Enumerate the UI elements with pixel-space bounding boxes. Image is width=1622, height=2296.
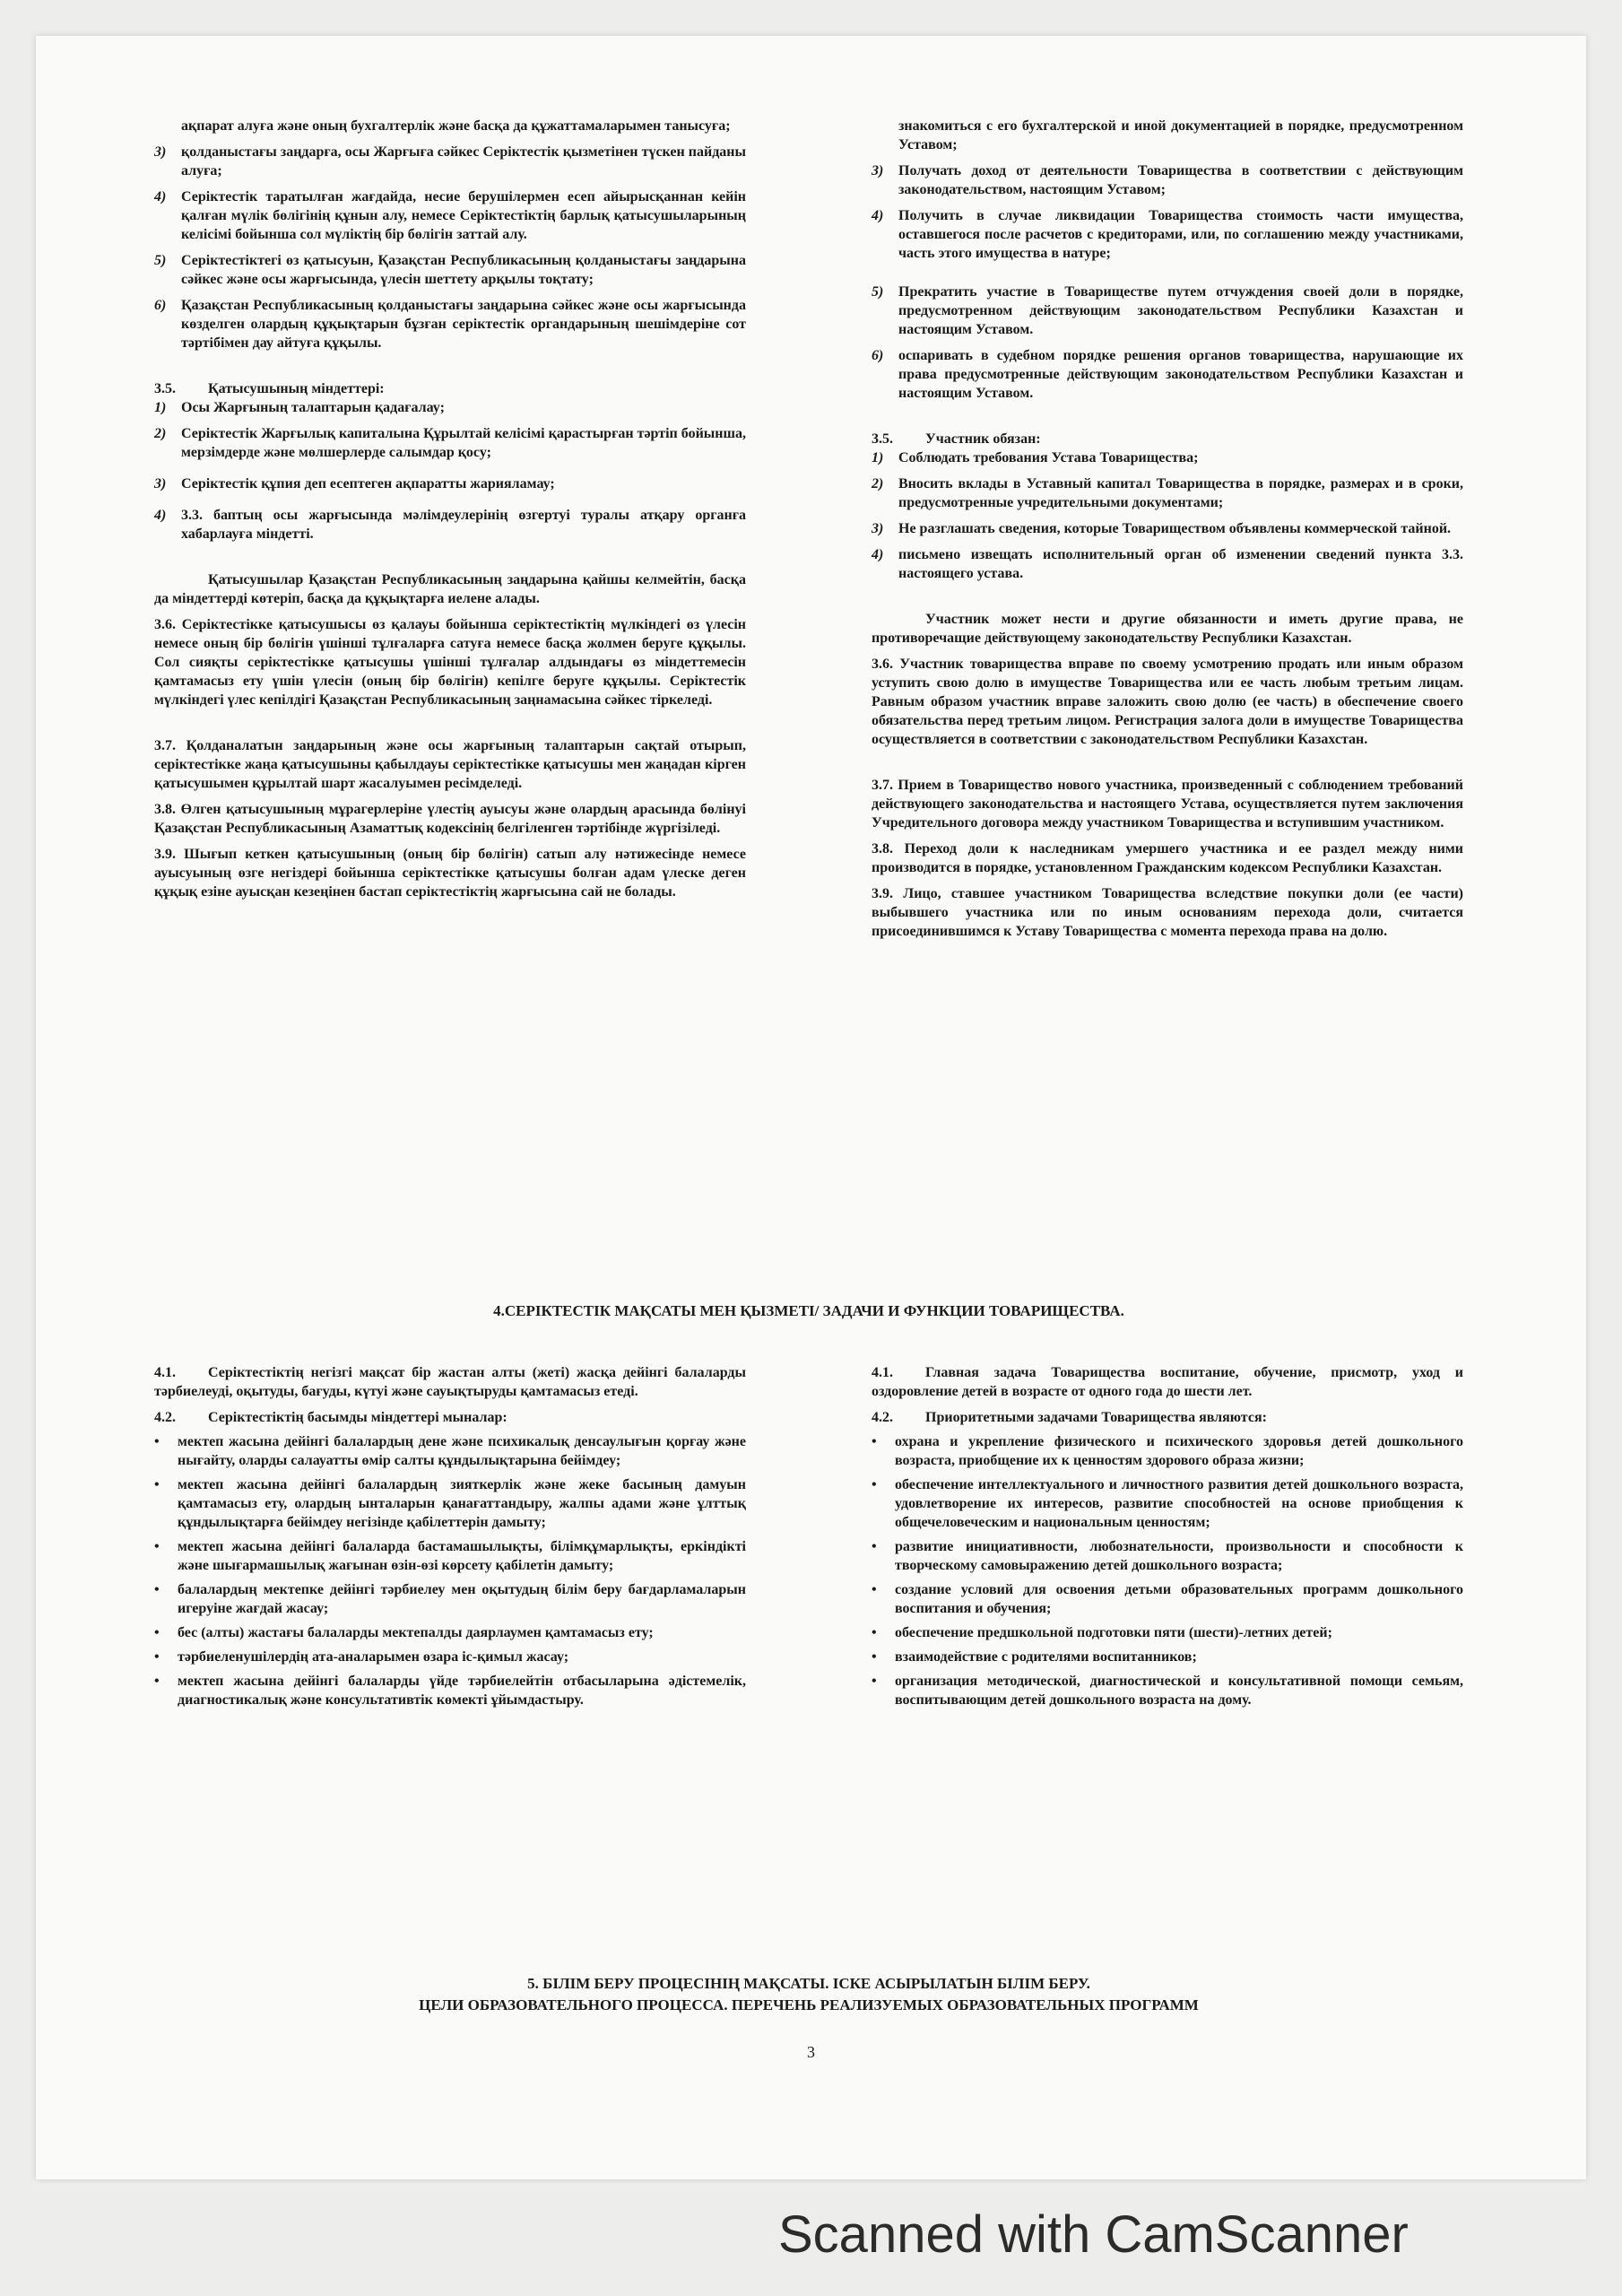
list-item: 2) Серіктестік Жарғылық капиталына Құрылтай келісімі қарастырған тәртіп бойынша, мерзімдерде және мөлшерлерде салымдар қосу; bbox=[154, 426, 746, 460]
bottom-columns bbox=[154, 1363, 1463, 1715]
list-item: • мектеп жасына дейінгі балаларда бастамашылықты, білімқұмарлықты, еркіндікті және шығармашылық жағынан өзін-өзі көрсету қабілетін дамыту; bbox=[154, 1539, 746, 1573]
list-item: • мектеп жасына дейінгі балалардың зияткерлік және жеке басының дамуын қамтамасыз ету, олардың ынталарын қанағаттандыру, жалпы адами және ұлттық құндылықтарға бейімдеу негізінде қабілеттерін дамыту; bbox=[154, 1477, 746, 1530]
list-item: 3) Серіктестік құпия деп есептеген ақпаратты жарияламау; bbox=[154, 476, 555, 491]
list-item: • обеспечение интеллектуального и личностного развития детей дошкольного возраста, удовлетворение их интересов, развитие способностей на основе приобщения к общечеловеческим и национальным ценностям; bbox=[872, 1477, 1463, 1530]
list-item: 2) Вносить вклады в Уставный капитал Товарищества в порядке, размерах и в сроки, предусмотренные учредительными документами; bbox=[872, 476, 1463, 510]
section-3-5-heading: 3.5. Қатысушының міндеттері: bbox=[154, 381, 385, 396]
rights-paragraph: Қатысушылар Қазақстан Республикасының заңдарына қайшы келмейтін, басқа да міндеттерді көтеріп, басқа да құқықтарға иелене алады. bbox=[154, 572, 746, 606]
list-item: 6) Қазақстан Республикасының қолданыстағы заңдарына сәйкес және осы жарғысында көзделген олардың құқықтарын бұзған серіктестік органдарының шешімдеріне сот тәртібімен дау айтуға құқылы. bbox=[154, 298, 746, 351]
list-item: • мектеп жасына дейінгі балалардың дене және психикалық денсаулығын қорғау және нығайту, оларды салауатты өмір салты құндылықтарына бейімдеу; bbox=[154, 1434, 746, 1468]
top-columns bbox=[154, 117, 1463, 948]
section-3-9: 3.9. Лицо, ставшее участником Товарищества вследствие покупки доли (ее части) выбывшего участника или по иным основаниям перехода доли, считается присоединившимся к Уставу Товарищества с момента перехода права на долю. bbox=[872, 886, 1463, 939]
list-item: 4) Получить в случае ликвидации Товарищества стоимость части имущества, оставшегося после расчетов с кредиторами, или, по соглашению между участниками, часть этого имущества в натуре; bbox=[872, 208, 1463, 261]
list-item: • охрана и укрепление физического и психического здоровья детей дошкольного возраста, приобщение их к ценностям здорового образа жизни; bbox=[872, 1434, 1463, 1468]
kazakh-column-bottom bbox=[154, 1363, 746, 1715]
section-3-8: 3.8. Переход доли к наследникам умершего участника и ее раздел между ними производится в порядке, установленном Гражданским кодексом Республики Казахстан. bbox=[872, 841, 1463, 875]
list-item: 4) 3.3. баптың осы жарғысында мәлімдеулерінің өзгертуі туралы атқару органға хабарлауға міндетті. bbox=[154, 508, 746, 542]
list-item: • организация методической, диагностической и консультативной помощи семьям, воспитывающим детей дошкольного возраста на дому. bbox=[872, 1674, 1463, 1708]
section-4-1: 4.1. Серіктестіктің негізгі мақсат бір жастан алты (жеті) жасқа дейінгі балаларды тәрбиелеуді, оқытуды, бағуды, күтуі және сауықтыруды қамтамасыз етеді. bbox=[154, 1365, 746, 1399]
section-3-7: 3.7. Қолданалатын заңдарының және осы жарғының талаптарын сақтай отырып, серіктестікке жаңа қатысушыны қабылдауы серіктестікке қатысушы мен жаңадан кірген қатысушымен құрылтай шарт жасалуымен ресімделеді. bbox=[154, 738, 746, 791]
list-item: • развитие инициативности, любознательности, произвольности и способности к творческому самовыражению детей дошкольного возраста; bbox=[872, 1539, 1463, 1573]
russian-column-bottom bbox=[872, 1363, 1463, 1715]
russian-column-top bbox=[872, 117, 1463, 948]
intro-text: знакомиться с его бухгалтерской и иной документацией в порядке, предусмотренном Уставом; bbox=[898, 118, 1463, 152]
page-number: 3 bbox=[807, 2043, 815, 2061]
section-4-1: 4.1. Главная задача Товарищества воспитание, обучение, присмотр, уход и оздоровление детей в возрасте от одного года до шести лет. bbox=[872, 1365, 1463, 1399]
kazakh-column-top bbox=[154, 117, 746, 948]
list-item: • мектеп жасына дейінгі балаларды үйде тәрбиелейтін отбасыларына әдістемелік, диагностикалық және консультативтік көмекті ұйымдастыру. bbox=[154, 1674, 746, 1708]
section-5-heading-line1: 5. БІЛІМ БЕРУ ПРОЦЕСІНІҢ МАҚСАТЫ. ІСКЕ АСЫРЫЛАТЫН БІЛІМ БЕРУ. bbox=[527, 1975, 1090, 1992]
list-item: 3) қолданыстағы заңдарға, осы Жарғыға сәйкес Серіктестік қызметінен түскен пайданы алуға; bbox=[154, 144, 746, 178]
section-3-7: 3.7. Прием в Товарищество нового участника, произведенный с соблюдением требований действующего законодательства и настоящего Устава, осуществляется путем заключения Учредительного договора между участником Товарищества и вступившим участником. bbox=[872, 778, 1463, 831]
document-page bbox=[36, 36, 1586, 2179]
section-3-6: 3.6. Серіктестікке қатысушысы өз қалауы бойынша серіктестіктің мүлкіндегі өз үлесін немесе оның бір бөлігін үшінші тұлғаларға сатуға немесе басқа жолмен беруге құқылы. Сол сияқты серіктестікке қатысушы үшінші тұлғалар алдындағы өз міндеттемесін қамтамасыз ету үшін үлесін (оның бір бөлігін) кепілге беруге құқылы. Серіктестік мүлкіндегі үлес кепілдігі Қазақстан Республикасының заңнамасына сәйкес тіркеледі. bbox=[154, 617, 746, 708]
list-item: 3) Не разглашать сведения, которые Товариществом объявлены коммерческой тайной. bbox=[872, 521, 1452, 536]
section-5-heading-line2: ЦЕЛИ ОБРАЗОВАТЕЛЬНОГО ПРОЦЕССА. ПЕРЕЧЕНЬ РЕАЛИЗУЕМЫХ ОБРАЗОВАТЕЛЬНЫХ ПРОГРАММ bbox=[419, 1996, 1199, 2013]
section-3-8: 3.8. Өлген қатысушының мұрагерлеріне үлестің ауысуы және олардың арасында бөлінуі Қазақстан Республикасының Азаматтық кодексінің белгіленген тәртібінде жүргізіледі. bbox=[154, 802, 746, 836]
section-4-heading: 4.СЕРІКТЕСТІК МАҚСАТЫ МЕН ҚЫЗМЕТІ/ ЗАДАЧИ И ФУНКЦИИ ТОВАРИЩЕСТВА. bbox=[493, 1302, 1124, 1319]
list-item: 1) Осы Жарғының талаптарын қадағалау; bbox=[154, 400, 445, 415]
intro-text: ақпарат алуға және оның бухгалтерлік және басқа да құжаттамаларымен танысуға; bbox=[181, 118, 731, 134]
camscanner-watermark: Scanned with CamScanner bbox=[778, 2205, 1409, 2264]
section-5-heading bbox=[154, 1973, 1463, 2016]
list-item: • балалардың мектепке дейінгі тәрбиелеу мен оқытудың білім беру бағдарламаларын игеруіне жағдай жасау; bbox=[154, 1582, 746, 1616]
list-item: 5) Серіктестіктегі өз қатысуын, Қазақстан Республикасының қолданыстағы заңдарына сәйкес және осы жарғысында, үлесін шеттету арқылы тоқтату; bbox=[154, 253, 746, 287]
list-item: 4) Серіктестік таратылған жағдайда, несие берушілермен есеп айырысқаннан кейін қалған мүлік бөлігінің құнын алу, немесе Серіктестіктің барлық қатысушыларының келісімі бойынша сол мүліктің бір бөлігін заттай алу. bbox=[154, 189, 746, 242]
list-item: 5) Прекратить участие в Товариществе путем отчуждения своей доли в порядке, предусмотренном действующим законодательством Республики Казахстан и настоящим Уставом. bbox=[872, 284, 1463, 337]
list-item: 1) Соблюдать требования Устава Товарищества; bbox=[872, 450, 1199, 465]
list-item: • взаимодействие с родителями воспитанников; bbox=[872, 1649, 1197, 1665]
rights-paragraph: Участник может нести и другие обязанности и иметь другие права, не противоречащие действующему законодательству Республики Казахстан. bbox=[872, 612, 1463, 646]
section-3-9: 3.9. Шығып кеткен қатысушының (оның бір бөлігін) сатып алу нәтижесінде немесе ауысуының өзге негіздері бойынша серіктестікке қатысушы болған адам үлеске деген құқық езіне ауысқан кезеңінен бастап серіктестіктің жарғысына сай не болады. bbox=[154, 847, 746, 900]
list-item: 6) оспаривать в судебном порядке решения органов товарищества, нарушающие их права предусмотренные действующим законодательством Республики Казахстан и настоящим Уставом. bbox=[872, 348, 1463, 401]
section-4-2: 4.2. Приоритетными задачами Товарищества являются: bbox=[872, 1410, 1267, 1425]
list-item: • создание условий для освоения детьми образовательных программ дошкольного воспитания и обучения; bbox=[872, 1582, 1463, 1616]
section-4-2: 4.2. Серіктестіктің басымды міндеттері мыналар: bbox=[154, 1410, 507, 1425]
section-3-5-heading: 3.5. Участник обязан: bbox=[872, 431, 1041, 447]
list-item: 3) Получать доход от деятельности Товарищества в соответствии с действующим законодательством, настоящим Уставом; bbox=[872, 163, 1463, 197]
list-item: 4) письмено извещать исполнительный орган об изменении сведений пункта 3.3. настоящего устава. bbox=[872, 547, 1463, 581]
list-item: • тәрбиеленушілердің ата-аналарымен өзара іс-қимыл жасау; bbox=[154, 1649, 569, 1665]
section-3-6: 3.6. Участник товарищества вправе по своему усмотрению продать или иным образом уступить свою долю в имуществе Товарищества или ее часть любым третьим лицам. Равным образом участник вправе заложить свою долю (ее часть) в обеспечение своего обязательства перед третьим лицом. Регистрация залога доли в имуществе Товарищества осуществляется в соответствии с законодательством Республики Казахстан. bbox=[872, 657, 1463, 747]
list-item: • обеспечение предшкольной подготовки пяти (шести)-летних детей; bbox=[872, 1625, 1332, 1640]
list-item: • бес (алты) жастағы балаларды мектепалды даярлаумен қамтамасыз ету; bbox=[154, 1625, 654, 1640]
